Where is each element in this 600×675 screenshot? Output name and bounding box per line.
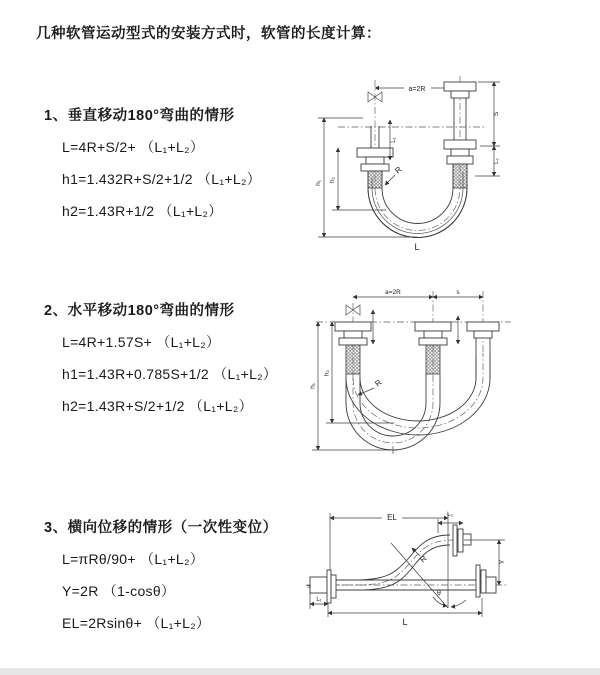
dim-label-radius: R xyxy=(418,553,429,565)
formula-h2: h2=1.43R+1/2 （L₁+L₂） xyxy=(62,203,223,219)
section-3-heading: 3、横向位移的情形（一次性变位） xyxy=(44,520,278,536)
dim-label-l2: L₂ xyxy=(494,158,500,164)
section-lateral-displacement xyxy=(44,516,278,633)
diagram-vertical-180-bend xyxy=(308,68,588,258)
formula-h1: h1=1.432R+S/2+1/2 （L₁+L₂） xyxy=(62,171,262,187)
dim-label-l1: L₁ xyxy=(316,597,322,603)
diagram-horizontal-180-bend xyxy=(306,283,586,458)
radius-callout xyxy=(412,548,429,564)
section-2-heading: 2、水平移动180°弯曲的情形 xyxy=(44,303,235,319)
formula-L: L=4R+S/2+ （L₁+L₂） xyxy=(62,139,205,155)
dim-label-length: L xyxy=(402,617,408,627)
formula-EL: EL=2Rsinθ+ （L₁+L₂） xyxy=(62,615,211,631)
dim-label-theta: θ xyxy=(437,590,441,597)
pipe-break-icon: ≈ xyxy=(306,582,312,591)
dim-label-h1: h₁ xyxy=(309,383,317,389)
dim-label-s: s xyxy=(456,289,460,296)
dim-label-radius: R xyxy=(393,164,404,176)
section-vertical-180 xyxy=(44,104,261,221)
hose-s-curve xyxy=(338,535,450,590)
dim-label-radius: R xyxy=(373,377,384,389)
hose-u-bend xyxy=(368,164,467,238)
dim-label-l1: L₁ xyxy=(391,137,397,143)
formula-h1: h1=1.43R+0.785S+1/2 （L₁+L₂） xyxy=(62,366,278,382)
page-bottom-edge xyxy=(0,668,600,675)
centerlines xyxy=(316,291,511,443)
section-horizontal-180 xyxy=(44,299,277,416)
span-dimension xyxy=(353,289,483,297)
page-title: 几种软管运动型式的安装方式时，软管的长度计算： xyxy=(36,26,381,42)
formula-L: L=4R+1.57S+ （L₁+L₂） xyxy=(62,334,221,350)
dim-label-s: S xyxy=(493,111,500,117)
hose-u-bend-position-1 xyxy=(346,374,440,454)
right-flange xyxy=(476,565,496,597)
l-dimension xyxy=(328,598,482,627)
l2-dimension xyxy=(475,146,500,176)
dim-label-h2: h₂ xyxy=(329,176,336,184)
el-dimension xyxy=(330,512,448,608)
dim-label-l2: L₂ xyxy=(447,512,453,518)
dim-label-length: L xyxy=(414,242,420,252)
dim-label-span: a=2R xyxy=(385,289,401,296)
formula-h2: h2=1.43R+S/2+1/2 （L₁+L₂） xyxy=(62,398,253,414)
middle-pipe-assembly xyxy=(415,322,451,374)
dim-label-span: a=2R xyxy=(408,86,426,93)
upper-flange xyxy=(453,525,471,556)
s-dimension xyxy=(478,82,500,146)
formula-Y: Y=2R （1-cosθ） xyxy=(62,583,176,599)
dim-label-h1: h₁ xyxy=(315,180,322,186)
dim-label-h2: h₂ xyxy=(323,369,331,377)
l1-dimension xyxy=(310,593,328,609)
dim-label-y: Y xyxy=(499,559,506,565)
diagram-lateral-displacement xyxy=(298,503,598,643)
left-pipe-assembly xyxy=(335,322,371,374)
dim-label-el: EL xyxy=(387,513,397,522)
section-1-heading: 1、垂直移动180°弯曲的情形 xyxy=(44,108,235,124)
radius-callout xyxy=(358,378,384,395)
formula-L: L=πRθ/90+ （L₁+L₂） xyxy=(62,551,205,567)
